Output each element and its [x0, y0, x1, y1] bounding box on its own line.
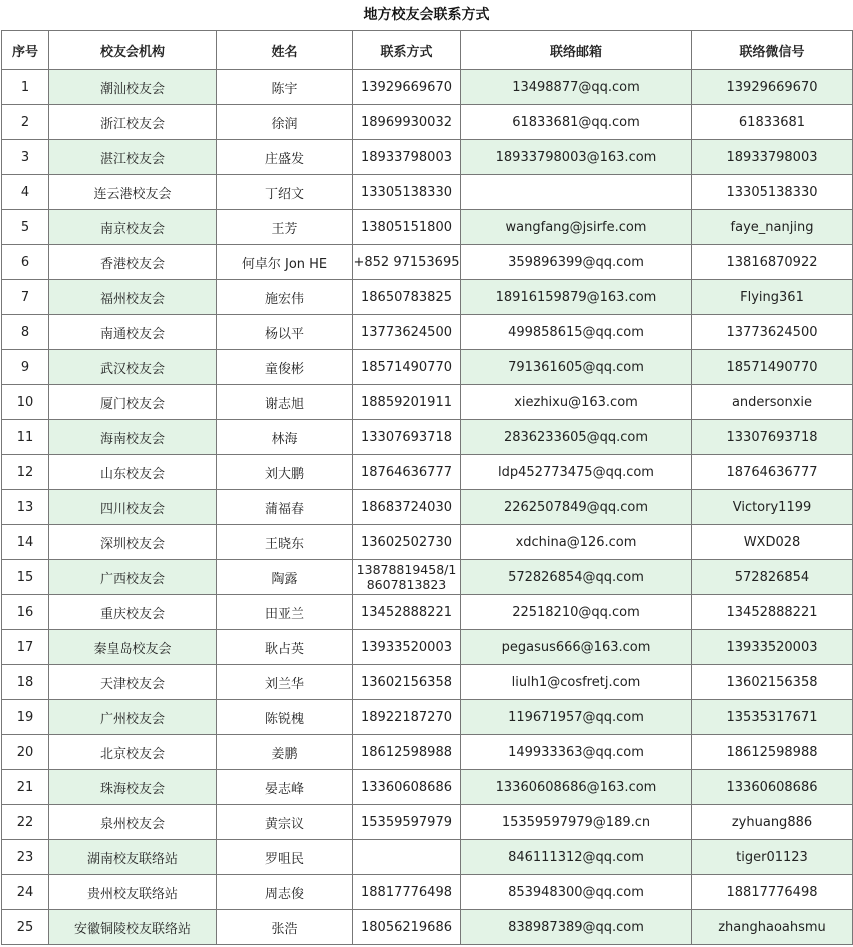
table-row	[2, 910, 853, 945]
cell-organization: 四川校友会	[49, 490, 217, 525]
cell-organization: 海南校友会	[49, 420, 217, 455]
cell-phone: 13933520003	[353, 630, 461, 665]
cell-wechat: 13929669670	[692, 70, 853, 105]
cell-organization: 浙江校友会	[49, 105, 217, 140]
page-title: 地方校友会联系方式	[363, 7, 490, 23]
cell-name: 张浩	[217, 910, 353, 945]
table-row	[2, 280, 853, 315]
cell-phone: 18817776498	[353, 875, 461, 910]
cell-organization: 湛江校友会	[49, 140, 217, 175]
cell-name: 杨以平	[217, 315, 353, 350]
cell-index: 16	[2, 595, 49, 630]
cell-organization: 福州校友会	[49, 280, 217, 315]
cell-name: 黄宗议	[217, 805, 353, 840]
cell-wechat: 18817776498	[692, 875, 853, 910]
cell-index: 23	[2, 840, 49, 875]
cell-index: 2	[2, 105, 49, 140]
cell-email: 22518210@qq.com	[461, 595, 692, 630]
cell-name: 谢志旭	[217, 385, 353, 420]
cell-phone: 18764636777	[353, 455, 461, 490]
cell-index: 13	[2, 490, 49, 525]
table-row	[2, 455, 853, 490]
cell-index: 10	[2, 385, 49, 420]
cell-index: 22	[2, 805, 49, 840]
cell-email: 791361605@qq.com	[461, 350, 692, 385]
cell-organization: 广州校友会	[49, 700, 217, 735]
table-row	[2, 700, 853, 735]
header-email: 联络邮箱	[461, 31, 692, 70]
table-row	[2, 140, 853, 175]
cell-email: 838987389@qq.com	[461, 910, 692, 945]
cell-organization: 湖南校友联络站	[49, 840, 217, 875]
table-row	[2, 630, 853, 665]
cell-wechat: 13535317671	[692, 700, 853, 735]
cell-name: 林海	[217, 420, 353, 455]
cell-phone: 13602502730	[353, 525, 461, 560]
cell-phone: 13305138330	[353, 175, 461, 210]
cell-phone: 18922187270	[353, 700, 461, 735]
cell-name: 何卓尔 Jon HE	[217, 245, 353, 280]
cell-index: 5	[2, 210, 49, 245]
cell-email: 13360608686@163.com	[461, 770, 692, 805]
cell-index: 17	[2, 630, 49, 665]
cell-wechat: zhanghaoahsmu	[692, 910, 853, 945]
cell-wechat: 13933520003	[692, 630, 853, 665]
cell-phone: 13805151800	[353, 210, 461, 245]
header-index: 序号	[2, 31, 49, 70]
table-row	[2, 595, 853, 630]
cell-email: 13498877@qq.com	[461, 70, 692, 105]
cell-index: 20	[2, 735, 49, 770]
cell-email: 2262507849@qq.com	[461, 490, 692, 525]
cell-phone: 18933798003	[353, 140, 461, 175]
table-row	[2, 525, 853, 560]
table-row	[2, 70, 853, 105]
cell-name: 姜鹏	[217, 735, 353, 770]
cell-email: 2836233605@qq.com	[461, 420, 692, 455]
cell-name: 陶露	[217, 560, 353, 595]
cell-wechat: 18933798003	[692, 140, 853, 175]
cell-index: 7	[2, 280, 49, 315]
table-row	[2, 805, 853, 840]
cell-phone: 13360608686	[353, 770, 461, 805]
cell-index: 19	[2, 700, 49, 735]
cell-index: 12	[2, 455, 49, 490]
cell-index: 8	[2, 315, 49, 350]
cell-wechat: 18764636777	[692, 455, 853, 490]
table-row	[2, 735, 853, 770]
cell-organization: 泉州校友会	[49, 805, 217, 840]
cell-email: 119671957@qq.com	[461, 700, 692, 735]
cell-phone: 18571490770	[353, 350, 461, 385]
cell-phone: 13602156358	[353, 665, 461, 700]
cell-phone: 18859201911	[353, 385, 461, 420]
cell-email: xiezhixu@163.com	[461, 385, 692, 420]
table-row	[2, 315, 853, 350]
cell-phone: 18969930032	[353, 105, 461, 140]
table-row	[2, 175, 853, 210]
cell-wechat: 61833681	[692, 105, 853, 140]
cell-wechat: Flying361	[692, 280, 853, 315]
table-header-row	[2, 31, 853, 70]
cell-phone: 18683724030	[353, 490, 461, 525]
cell-index: 18	[2, 665, 49, 700]
cell-wechat: WXD028	[692, 525, 853, 560]
cell-phone: 18650783825	[353, 280, 461, 315]
cell-wechat: 18571490770	[692, 350, 853, 385]
cell-organization: 天津校友会	[49, 665, 217, 700]
cell-index: 9	[2, 350, 49, 385]
table-row	[2, 350, 853, 385]
cell-organization: 北京校友会	[49, 735, 217, 770]
cell-wechat: 13602156358	[692, 665, 853, 700]
cell-organization: 厦门校友会	[49, 385, 217, 420]
cell-wechat: 13773624500	[692, 315, 853, 350]
table-row	[2, 840, 853, 875]
cell-organization: 南京校友会	[49, 210, 217, 245]
cell-email: 61833681@qq.com	[461, 105, 692, 140]
cell-organization: 香港校友会	[49, 245, 217, 280]
cell-index: 15	[2, 560, 49, 595]
cell-organization: 贵州校友联络站	[49, 875, 217, 910]
cell-wechat: 13816870922	[692, 245, 853, 280]
cell-email: 15359597979@189.cn	[461, 805, 692, 840]
cell-index: 6	[2, 245, 49, 280]
cell-index: 1	[2, 70, 49, 105]
cell-name: 田亚兰	[217, 595, 353, 630]
cell-organization: 潮汕校友会	[49, 70, 217, 105]
cell-organization: 秦皇岛校友会	[49, 630, 217, 665]
table-row	[2, 665, 853, 700]
cell-phone: 18612598988	[353, 735, 461, 770]
cell-wechat: zyhuang886	[692, 805, 853, 840]
cell-wechat: andersonxie	[692, 385, 853, 420]
cell-email: xdchina@126.com	[461, 525, 692, 560]
cell-email: 846111312@qq.com	[461, 840, 692, 875]
cell-organization: 重庆校友会	[49, 595, 217, 630]
cell-name: 童俊彬	[217, 350, 353, 385]
cell-name: 蒲福春	[217, 490, 353, 525]
cell-email: pegasus666@163.com	[461, 630, 692, 665]
table-row	[2, 385, 853, 420]
cell-name: 王芳	[217, 210, 353, 245]
table-row	[2, 560, 853, 595]
header-name: 姓名	[217, 31, 353, 70]
cell-wechat: 18612598988	[692, 735, 853, 770]
cell-email	[461, 175, 692, 210]
cell-name: 耿占英	[217, 630, 353, 665]
cell-email: liulh1@cosfretj.com	[461, 665, 692, 700]
table-row	[2, 420, 853, 455]
cell-organization: 安徽铜陵校友联络站	[49, 910, 217, 945]
cell-name: 陈锐槐	[217, 700, 353, 735]
cell-phone: 13452888221	[353, 595, 461, 630]
cell-name: 施宏伟	[217, 280, 353, 315]
cell-email: 359896399@qq.com	[461, 245, 692, 280]
cell-wechat: faye_nanjing	[692, 210, 853, 245]
contacts-table	[1, 30, 853, 945]
table-row	[2, 875, 853, 910]
cell-index: 4	[2, 175, 49, 210]
cell-index: 3	[2, 140, 49, 175]
cell-organization: 广西校友会	[49, 560, 217, 595]
cell-phone: 18056219686	[353, 910, 461, 945]
cell-name: 徐润	[217, 105, 353, 140]
cell-email: wangfang@jsirfe.com	[461, 210, 692, 245]
cell-index: 24	[2, 875, 49, 910]
cell-wechat: 13452888221	[692, 595, 853, 630]
cell-phone: 13307693718	[353, 420, 461, 455]
cell-name: 刘大鹏	[217, 455, 353, 490]
cell-wechat: 572826854	[692, 560, 853, 595]
cell-wechat: tiger01123	[692, 840, 853, 875]
header-phone: 联系方式	[353, 31, 461, 70]
cell-name: 陈宇	[217, 70, 353, 105]
cell-index: 25	[2, 910, 49, 945]
cell-phone	[353, 560, 461, 595]
cell-phone: 13929669670	[353, 70, 461, 105]
cell-wechat: Victory1199	[692, 490, 853, 525]
cell-name: 庄盛发	[217, 140, 353, 175]
table-row	[2, 210, 853, 245]
cell-index: 21	[2, 770, 49, 805]
cell-email: ldp452773475@qq.com	[461, 455, 692, 490]
cell-name: 晏志峰	[217, 770, 353, 805]
cell-email: 499858615@qq.com	[461, 315, 692, 350]
cell-wechat: 13305138330	[692, 175, 853, 210]
cell-phone: +852 97153695	[353, 245, 461, 280]
cell-email: 18916159879@163.com	[461, 280, 692, 315]
cell-phone-line: 13878819458/1	[356, 562, 457, 577]
cell-organization: 武汉校友会	[49, 350, 217, 385]
cell-phone: 15359597979	[353, 805, 461, 840]
cell-name: 周志俊	[217, 875, 353, 910]
cell-email: 853948300@qq.com	[461, 875, 692, 910]
table-row	[2, 245, 853, 280]
cell-name: 丁绍文	[217, 175, 353, 210]
cell-organization: 山东校友会	[49, 455, 217, 490]
cell-email: 18933798003@163.com	[461, 140, 692, 175]
header-organization: 校友会机构	[49, 31, 217, 70]
cell-organization: 南通校友会	[49, 315, 217, 350]
cell-phone: 13773624500	[353, 315, 461, 350]
cell-phone	[353, 840, 461, 875]
table-row	[2, 105, 853, 140]
cell-wechat: 13307693718	[692, 420, 853, 455]
cell-name: 罗咀民	[217, 840, 353, 875]
cell-organization: 连云港校友会	[49, 175, 217, 210]
cell-organization: 珠海校友会	[49, 770, 217, 805]
table-row	[2, 490, 853, 525]
cell-index: 14	[2, 525, 49, 560]
cell-index: 11	[2, 420, 49, 455]
header-wechat: 联络微信号	[692, 31, 853, 70]
cell-email: 149933363@qq.com	[461, 735, 692, 770]
cell-phone-line: 8607813823	[366, 577, 447, 592]
cell-name: 王晓东	[217, 525, 353, 560]
cell-email: 572826854@qq.com	[461, 560, 692, 595]
cell-organization: 深圳校友会	[49, 525, 217, 560]
cell-name: 刘兰华	[217, 665, 353, 700]
cell-wechat: 13360608686	[692, 770, 853, 805]
table-row	[2, 770, 853, 805]
